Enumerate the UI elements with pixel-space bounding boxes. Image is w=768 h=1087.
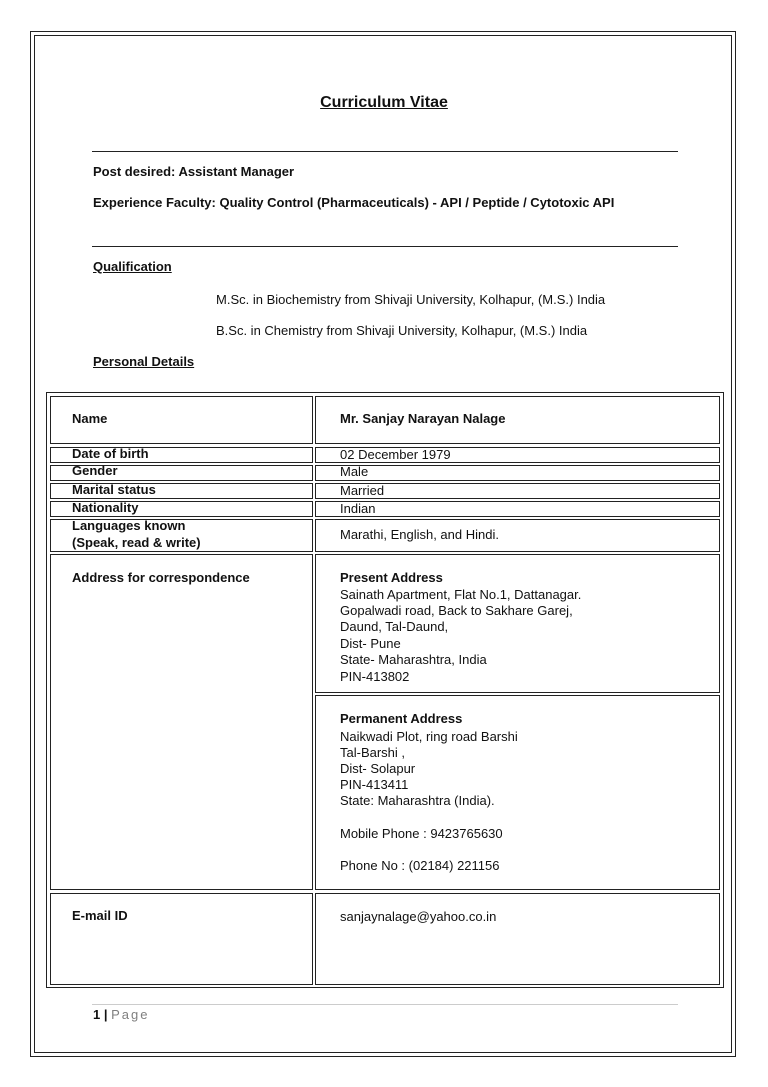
- dob-label: Date of birth: [72, 446, 149, 461]
- gender-value: Male: [340, 464, 369, 479]
- dob-value: 02 December 1979: [340, 447, 451, 462]
- marital-value: Married: [340, 483, 385, 498]
- mobile-phone: Mobile Phone : 9423765630: [340, 826, 503, 841]
- personal-details-heading: Personal Details: [93, 354, 195, 369]
- table-cell: [50, 554, 313, 890]
- languages-value: Marathi, English, and Hindi.: [340, 527, 499, 542]
- present-address-heading: Present Address: [340, 570, 443, 585]
- present-address-line: State- Maharashtra, India: [340, 652, 487, 667]
- address-label: Address for correspondence: [72, 570, 250, 585]
- name-value: Mr. Sanjay Narayan Nalage: [340, 411, 506, 426]
- permanent-address-line: State: Maharashtra (India).: [340, 793, 495, 808]
- languages-sublabel: (Speak, read & write): [72, 535, 201, 550]
- experience-faculty: [93, 195, 614, 210]
- permanent-address-line: Tal-Barshi ,: [340, 745, 406, 760]
- experience-value: Quality Control (Pharmaceuticals) - API / Peptide / Cytotoxic API: [219, 195, 615, 210]
- table-cell: [315, 465, 720, 481]
- post-desired: [93, 164, 294, 179]
- permanent-address-heading: Permanent Address: [340, 711, 463, 726]
- permanent-address-line: Dist- Solapur: [340, 761, 416, 776]
- qualification-item: B.Sc. in Chemistry from Shivaji University, Kolhapur, (M.S.) India: [216, 323, 588, 338]
- experience-label: Experience Faculty:: [93, 195, 216, 210]
- permanent-address-line: Naikwadi Plot, ring road Barshi: [340, 729, 518, 744]
- marital-label: Marital status: [72, 482, 156, 497]
- page-separator: |: [103, 1007, 108, 1022]
- table-cell: [50, 893, 313, 985]
- page-number: 1: [93, 1007, 101, 1022]
- present-address-line: Sainath Apartment, Flat No.1, Dattanagar.: [340, 587, 582, 602]
- present-address-line: Daund, Tal-Daund,: [340, 619, 449, 634]
- name-label: Name: [72, 411, 108, 426]
- table-cell: [315, 501, 720, 517]
- nationality-label: Nationality: [72, 500, 139, 515]
- email-value: sanjaynalage@yahoo.co.in: [340, 909, 497, 924]
- document-title: Curriculum Vitae: [320, 94, 448, 111]
- phone-number: Phone No : (02184) 221156: [340, 858, 500, 873]
- qualification-item: M.Sc. in Biochemistry from Shivaji University, Kolhapur, (M.S.) India: [216, 292, 606, 307]
- page-word: Page: [111, 1007, 150, 1022]
- permanent-address-line: PIN-413411: [340, 777, 409, 792]
- languages-label: Languages known: [72, 518, 186, 533]
- present-address-line: Dist- Pune: [340, 636, 401, 651]
- top-divider: [92, 151, 678, 152]
- gender-label: Gender: [72, 463, 118, 478]
- middle-divider: [92, 246, 678, 247]
- nationality-value: Indian: [340, 501, 376, 516]
- email-label: E-mail ID: [72, 908, 128, 923]
- post-desired-label: Post desired:: [93, 164, 176, 179]
- qualification-heading: Qualification: [93, 259, 172, 274]
- present-address-line: Gopalwadi road, Back to Sakhare Garej,: [340, 603, 573, 618]
- table-cell: [315, 893, 720, 985]
- present-address-line: PIN-413802: [340, 669, 410, 684]
- page-footer: [93, 1007, 150, 1022]
- footer-divider: [92, 1004, 678, 1005]
- post-desired-value: Assistant Manager: [178, 164, 295, 179]
